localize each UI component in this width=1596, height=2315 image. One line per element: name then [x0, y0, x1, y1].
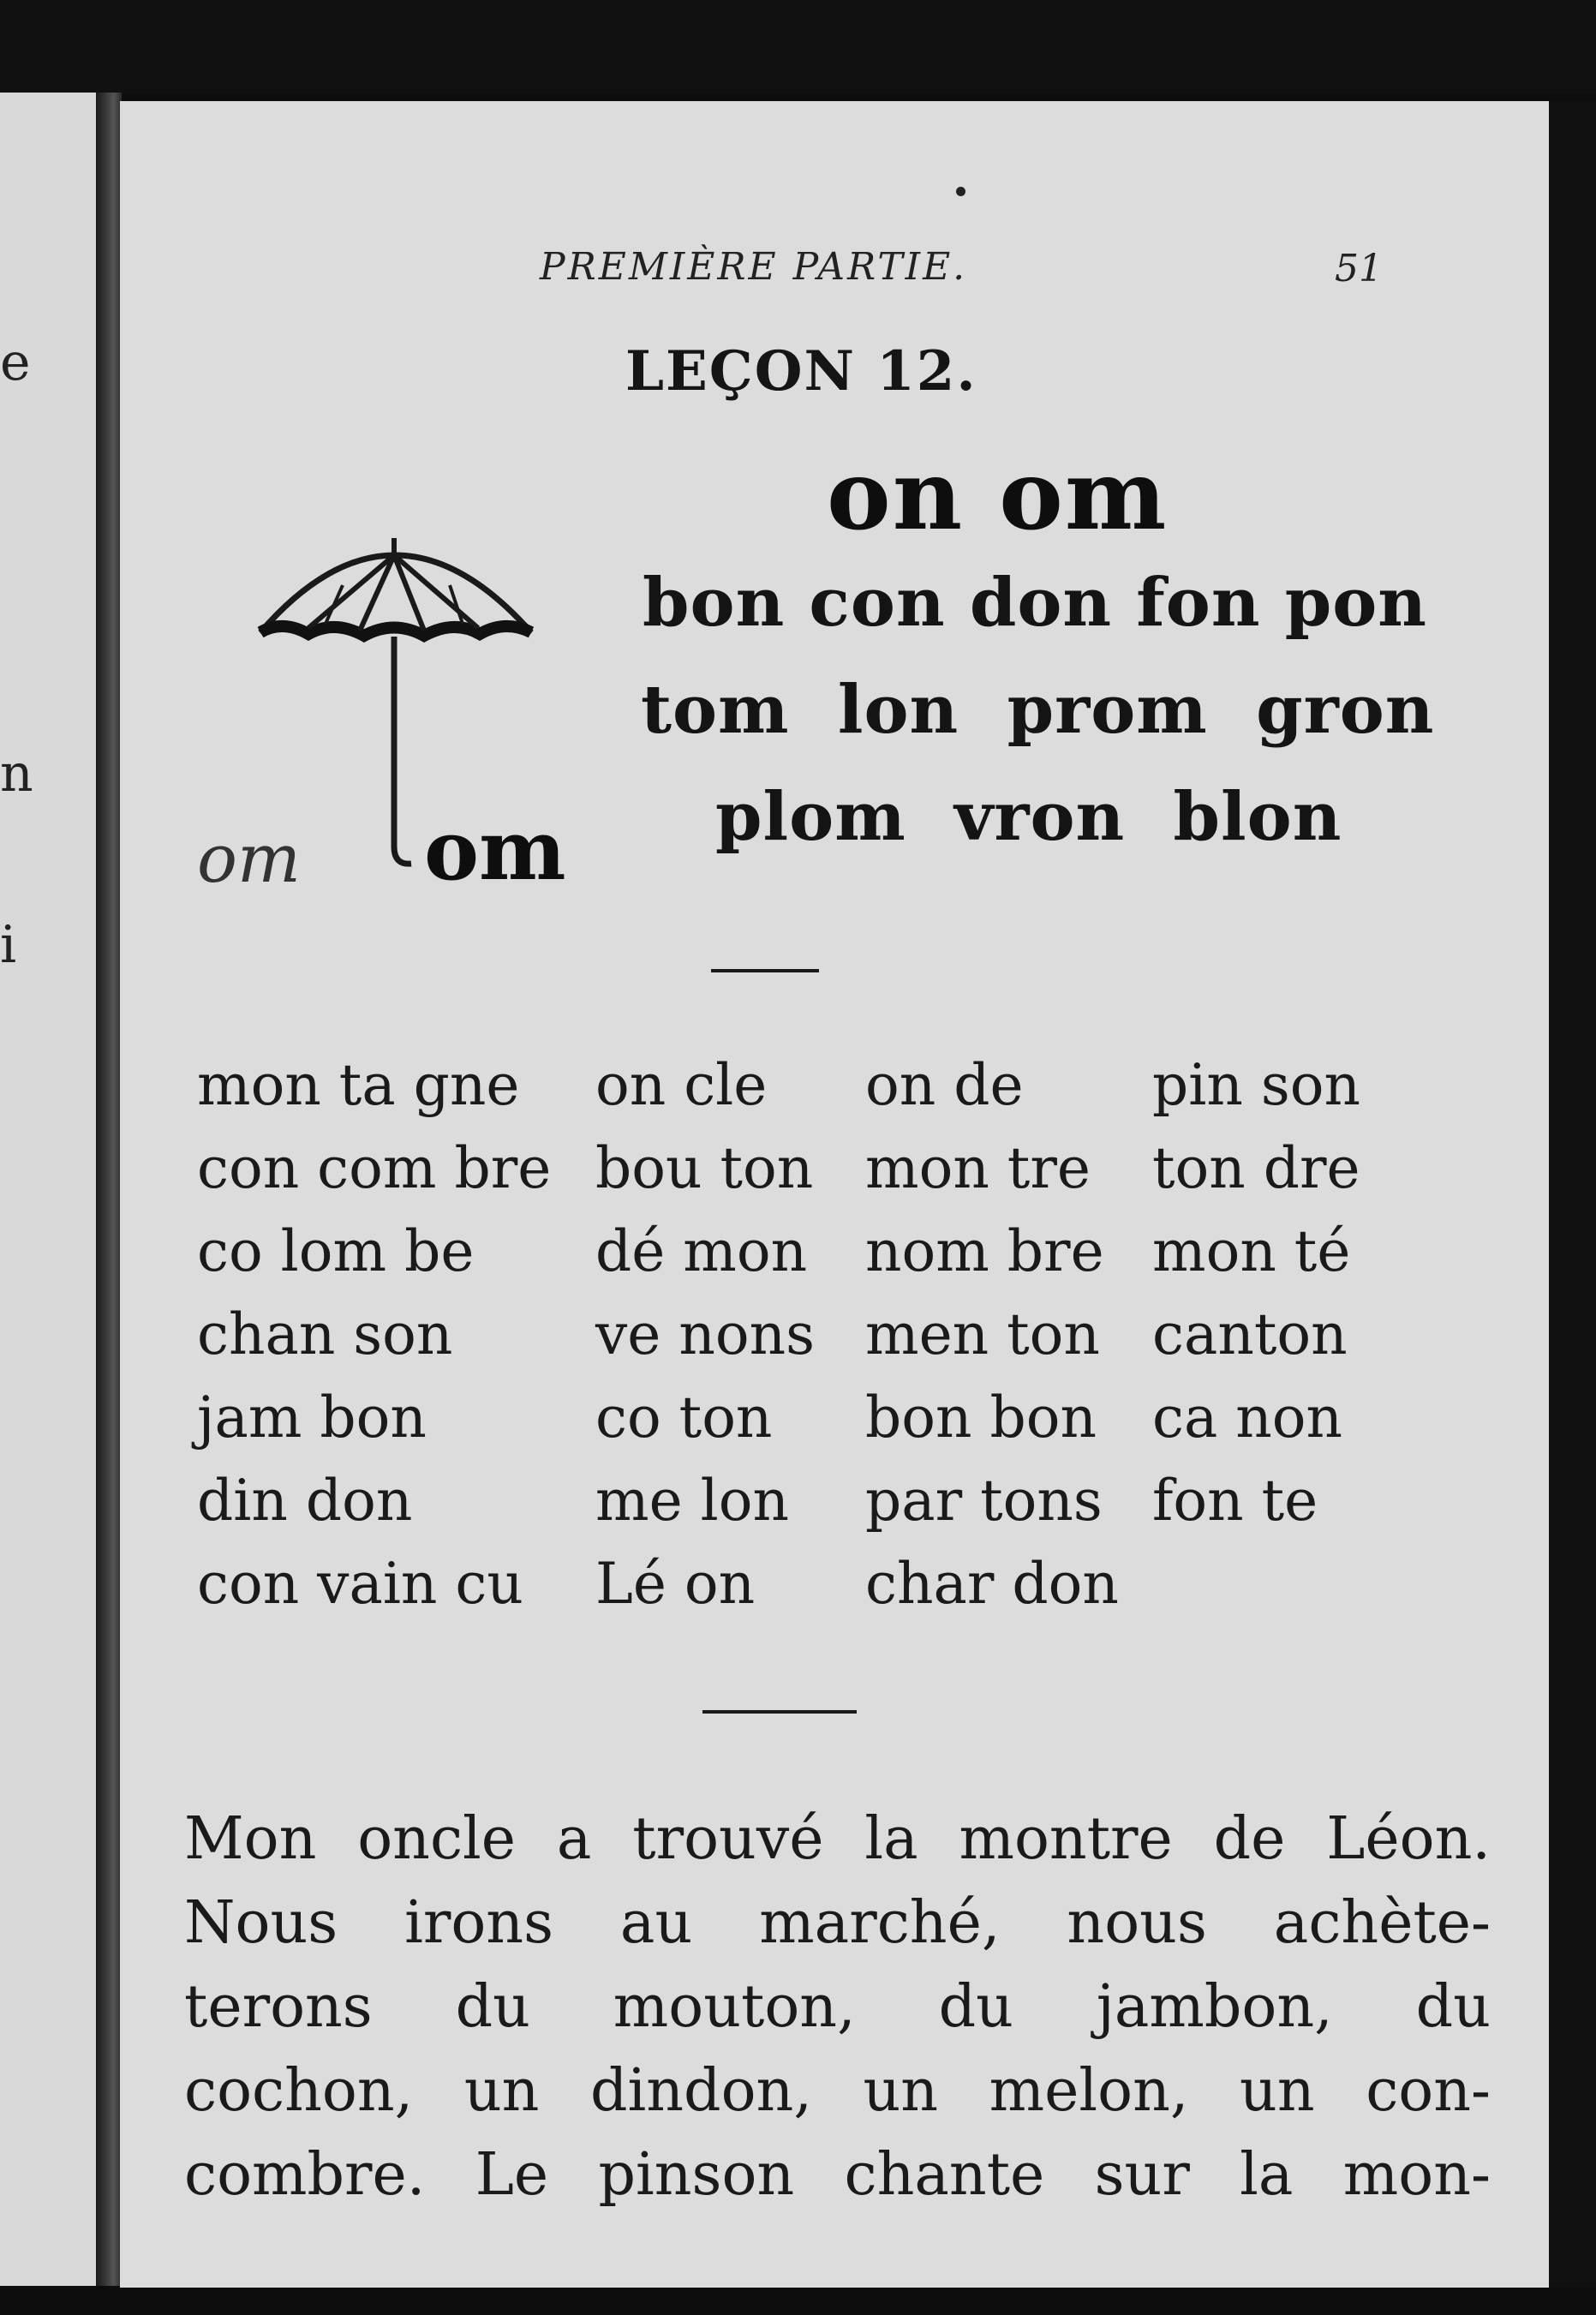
word: mon ta gne [197, 1052, 520, 1118]
word: ton dre [1152, 1135, 1360, 1201]
paragraph-line: combre. Le pinson chante sur la mon- [184, 2141, 1491, 2209]
word-column-4 [1152, 1044, 1360, 1542]
facing-page-edge [0, 93, 96, 2286]
word: ca non [1152, 1385, 1343, 1451]
word: Lé on [595, 1551, 756, 1617]
facing-page-fragment: n [0, 744, 33, 804]
divider-rule [702, 1710, 857, 1714]
syllable-row: bon con don fon pon [643, 564, 1427, 642]
divider-rule [711, 969, 819, 972]
word: ve nons [595, 1301, 815, 1367]
word: char don [865, 1551, 1119, 1617]
book-spine [96, 93, 122, 2286]
word: co lom be [197, 1218, 475, 1284]
scan-top-border [0, 0, 1596, 94]
word-column-1 [197, 1044, 551, 1625]
word: on cle [595, 1052, 768, 1118]
paragraph-line: terons du mouton, du jambon, du [184, 1973, 1491, 2041]
reading-paragraph [184, 1798, 1491, 2217]
word: men ton [865, 1301, 1100, 1367]
paragraph-line: Nous irons au marché, nous achète- [184, 1889, 1491, 1957]
word: con vain cu [197, 1551, 523, 1617]
syllable-row: plom vron blon [715, 778, 1342, 856]
word: con com bre [197, 1135, 552, 1201]
scan-right-border [1549, 101, 1596, 2288]
facing-page-fragment: e [0, 332, 31, 392]
word: on de [865, 1052, 1024, 1118]
word: din don [197, 1468, 413, 1534]
word: bon bon [865, 1385, 1097, 1451]
word: fon te [1152, 1468, 1318, 1534]
word: mon tre [865, 1135, 1091, 1201]
ink-dot [956, 187, 965, 196]
word: canton [1152, 1301, 1348, 1367]
word: jam bon [197, 1385, 427, 1451]
running-title: PREMIÈRE PARTIE. [540, 245, 968, 289]
book-page [120, 101, 1549, 2288]
print-form: om [424, 802, 566, 899]
paragraph-line: Mon oncle a trouvé la montre de Léon. [184, 1805, 1491, 1873]
word: chan son [197, 1301, 453, 1367]
word: par tons [865, 1468, 1103, 1534]
facing-page-fragment: i [0, 915, 17, 975]
word: dé mon [595, 1218, 808, 1284]
paragraph-line: cochon, un dindon, un melon, un con- [184, 2057, 1491, 2125]
word: nom bre [865, 1218, 1104, 1284]
lesson-title: LEÇON 12. [625, 339, 977, 404]
word-column-3 [865, 1044, 1119, 1625]
word: bou ton [595, 1135, 814, 1201]
syllable-row: tom lon prom gron [641, 671, 1435, 749]
word: co ton [595, 1385, 773, 1451]
word: pin son [1152, 1052, 1360, 1118]
word: me lon [595, 1468, 789, 1534]
page-number: 51 [1335, 247, 1383, 290]
word-column-2 [595, 1044, 815, 1625]
lesson-sounds: on om [827, 440, 1169, 552]
word: mon té [1152, 1218, 1351, 1284]
script-form: om [197, 821, 301, 898]
word-columns [197, 1044, 1499, 1729]
